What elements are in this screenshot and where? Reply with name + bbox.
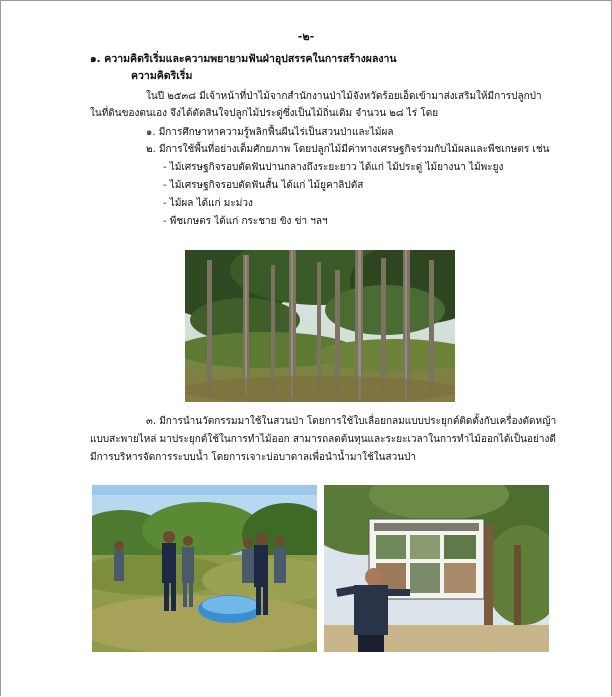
point-3-line-2: แบบสะพายไหล่ มาประยุกต์ใช้ในการทำไม้ออก สามารถลดต้นทุนและระยะเวลาในการทำไม้ออกได้เป็นอย่างดี (90, 434, 556, 445)
poster-presentation-photo (324, 485, 549, 652)
sub-item: - ไม้เศรษฐกิจรอบตัดฟันปานกลางถึงระยะยาว ได้แก่ ไม้ประดู่ ไม้ยางนา ไม้พะยูง (163, 162, 504, 173)
section-subheading: ความคิดริเริ่ม (131, 70, 193, 82)
intro-paragraph-line-2: ในที่ดินของตนเอง จึงได้ตัดสินใจปลูกไม้ประดู่ซึ่งเป็นไม้ถิ่นเดิม จำนวน ๒๘ ไร่ โดย (90, 108, 439, 119)
page-number: -๒- (297, 30, 315, 43)
point-2: ๒. มีการใช้พื้นที่อย่างเต็มศักยภาพ โดยปลูกไม้มีค่าทางเศรษฐกิจร่วมกับไม้ผลและพืชเกษตร เช่น (146, 144, 550, 155)
point-3-line-1: ๓. มีการนำนวัตกรรมมาใช้ในสวนป่า โดยการใช้ใบเลื่อยกลมแบบประยุกต์ติดตั้งกับเครื่องตัดหญ้า (146, 416, 557, 427)
sub-item: - ไม้เศรษฐกิจรอบตัดฟันสั้น ได้แก่ ไม้ยูคาลิปตัส (163, 180, 364, 191)
sub-item: - พืชเกษตร ได้แก่ กระชาย ขิง ข่า ฯลฯ (163, 216, 328, 227)
intro-paragraph-line-1: ในปี ๒๕๓๘ มีเจ้าหน้าที่ป่าไม้จากสำนักงานป่าไม้จังหวัดร้อยเอ็ดเข้ามาส่งเสริมให้มีการปลูกป่า (146, 91, 542, 102)
point-1: ๑. มีการศึกษาหาความรู้พลิกฟื้นผืนไร่เป็นสวนป่าและไม้ผล (146, 127, 394, 138)
field-visit-group-photo (92, 485, 317, 652)
sub-item: - ไม้ผล ได้แก่ มะม่วง (163, 198, 253, 209)
forest-plantation-photo (185, 250, 455, 402)
section-heading: ๑. ความคิดริเริ่มและความพยายามฟันฝ่าอุปสรรคในการสร้างผลงาน (90, 53, 397, 65)
point-3-line-3: มีการบริหารจัดการระบบน้ำ โดยการเจาะบ่อบาดาลเพื่อนำน้ำมาใช้ในสวนป่า (90, 452, 417, 463)
